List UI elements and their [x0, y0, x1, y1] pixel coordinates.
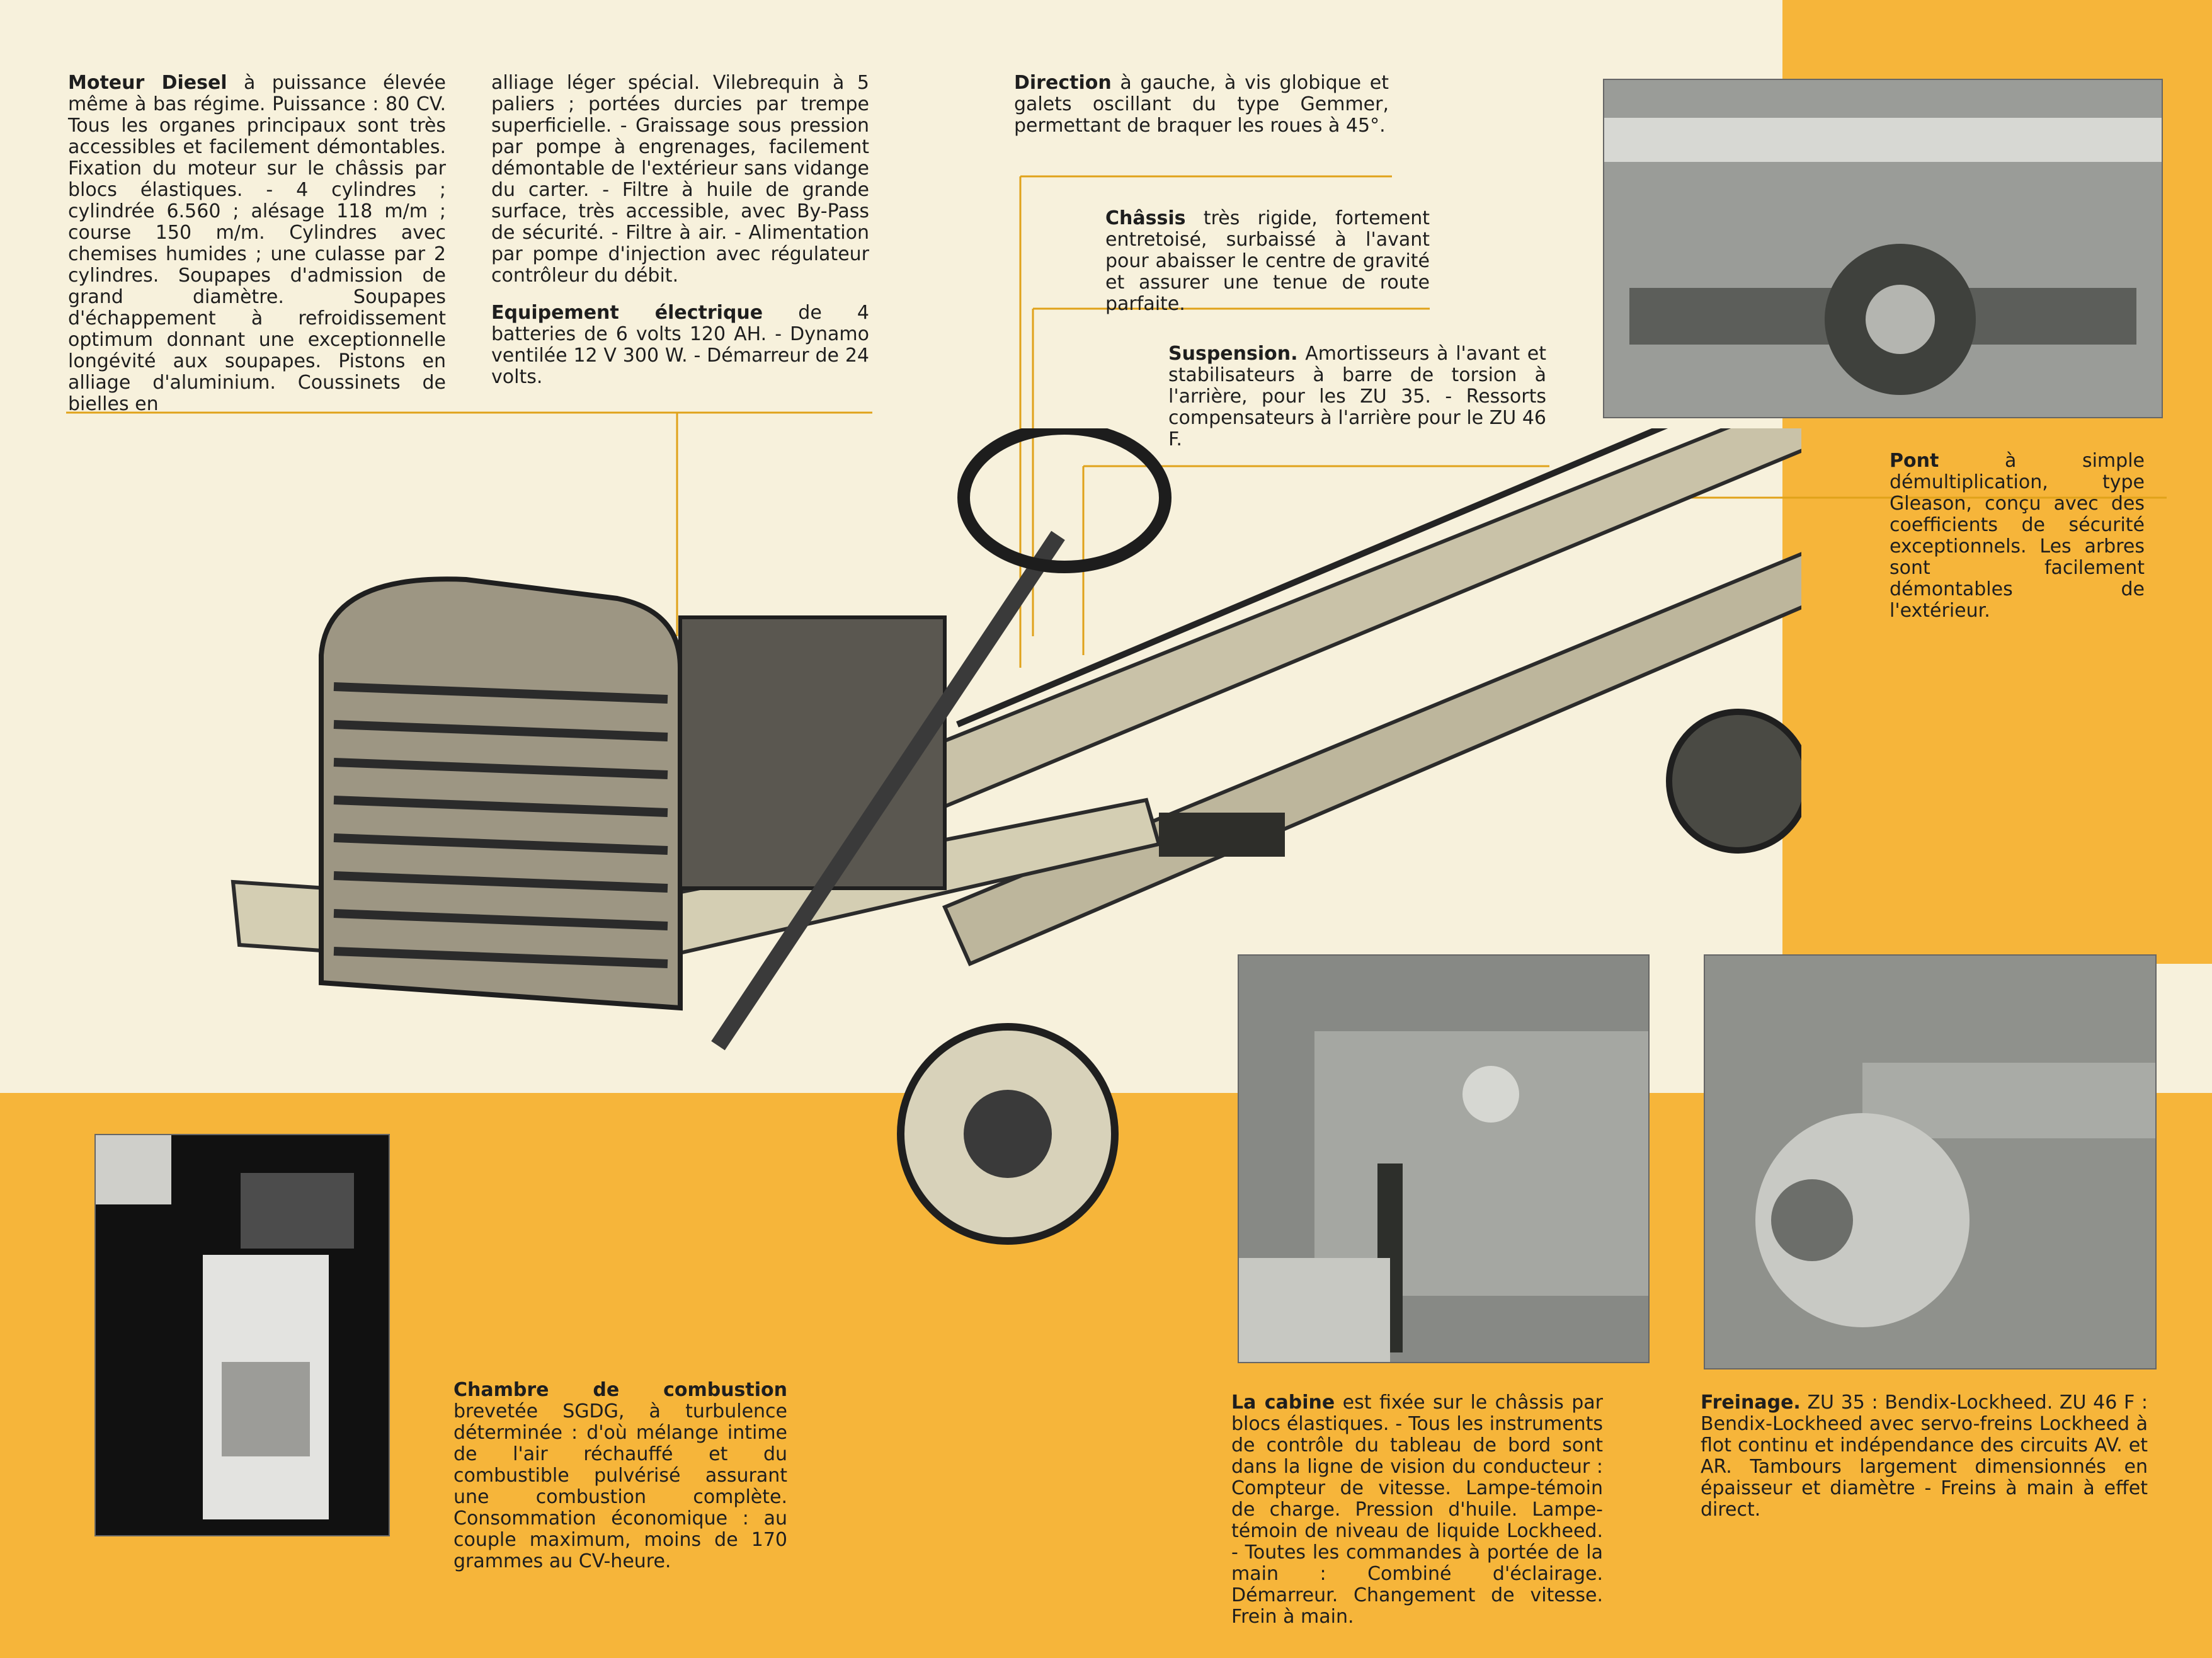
moteur-diesel-body: à puissance élevée même à bas régime. Puissance : 80 CV. Tous les organes principaux sont très accessibles et facilement démontables. Fixation du moteur sur le châssis par blocs élastiques. - 4 cylindres ; cylindrée 6.560 ; alésage 118 m/m ; course 150 m/m. Cylindres avec chemises humides ; une culasse par 2 cylindres. Soupapes d'admission de grand diamètre. Soupapes d'échappement à refroidissement optimum donnant une exceptionnelle longévité aux soupapes. Pistons en alliage d'aluminium. Coussinets de bielles en	[68, 72, 446, 415]
rear-axle-photo	[1603, 79, 2163, 418]
exhaust-silencer	[1159, 813, 1285, 857]
equipement-electrique-heading: Equipement électrique	[491, 302, 763, 324]
cabine-body: est fixée sur le châssis par blocs élastiques. - Tous les instruments de contrôle du tableau de bord sont dans la ligne de vision du conducteur : Compteur de vitesse. Lampe-témoin de charge. Pression d'huile. Lampe-témoin de niveau de liquide Lockheed. - Toutes les commandes à portée de la main : Combiné d'éclairage. Démarreur. Changement de vitesse. Frein à main.	[1231, 1392, 1603, 1628]
chambre-combustion-text	[453, 1380, 787, 1572]
suspension-text	[1168, 343, 1546, 450]
moteur-diesel-heading: Moteur Diesel	[68, 72, 227, 94]
front-hub	[964, 1090, 1052, 1178]
suspension-body: Amortisseurs à l'avant et stabilisateurs à barre de torsion à l'arrière, pour les ZU 35. - Ressorts compensateurs à l'arrière pour le ZU 46 F.	[1168, 343, 1546, 450]
moteur-suite-text	[491, 72, 869, 287]
suspension-heading: Suspension.	[1168, 343, 1298, 365]
freinage-body: ZU 35 : Bendix-Lockheed. ZU 46 F : Bendix-Lockheed avec servo-freins Lockheed à flot continu et indépendance des circuits AV. et AR. Tambours largement dimensionnés en épaisseur et diamètre - Freins à main à effet direct.	[1701, 1392, 2148, 1521]
equipement-electrique-body: de 4 batteries de 6 volts 120 AH. - Dynamo ventilée 12 V 300 W. - Démarreur de 24 volts.	[491, 302, 869, 388]
equipement-electrique-text	[491, 302, 869, 388]
moteur-suite-body: alliage léger spécial. Vilebrequin à 5 paliers ; portées durcies par trempe superficielle. - Graissage sous pression par pompe à engrenages, facilement démontable de l'extérieur sans vidange du carter. - Filtre à huile de grande surface, très accessible, avec By-Pass de sécurité. - Filtre à air. - Alimentation par pompe d'injection avec régulateur contrôleur du débit.	[491, 72, 869, 287]
chassis-heading: Châssis	[1105, 207, 1186, 229]
cabine-heading: La cabine	[1231, 1392, 1335, 1414]
chambre-combustion-body: brevetée SGDG, à turbulence déterminée : d'où mélange intime de l'air réchauffé et du combustible pulvérisé assurant une combustion complète. Consommation économique : au couple maximum, moins de 170 grammes au CV-heure.	[453, 1400, 787, 1572]
direction-text	[1014, 72, 1389, 137]
direction-heading: Direction	[1014, 72, 1112, 94]
direction-body: à gauche, à vis globique et galets oscillant du type Gemmer, permettant de braquer les roues à 45°.	[1014, 72, 1389, 137]
chambre-combustion-heading: Chambre de combustion	[453, 1379, 787, 1401]
pont-heading: Pont	[1890, 450, 1939, 472]
rear-wheel-drum	[1669, 712, 1801, 850]
pont-body: à simple démultiplication, type Gleason, conçu avec des coefficients de sécurité exceptionnels. Les arbres sont facilement démontables de l'extérieur.	[1890, 450, 2145, 622]
chassis-illustration	[202, 428, 1801, 1247]
pont-text	[1890, 450, 2145, 622]
moteur-diesel-text	[68, 72, 446, 415]
cabine-text	[1231, 1392, 1603, 1628]
chassis-text	[1105, 208, 1430, 315]
freinage-text	[1701, 1392, 2148, 1521]
steering-wheel	[964, 428, 1165, 567]
chassis-body: très rigide, fortement entretoisé, surbaissé à l'avant pour abaisser le centre de gravité et assurer une tenue de route parfaite.	[1105, 207, 1430, 315]
radiator-grille	[321, 579, 680, 1008]
freinage-heading: Freinage.	[1701, 1392, 1801, 1414]
